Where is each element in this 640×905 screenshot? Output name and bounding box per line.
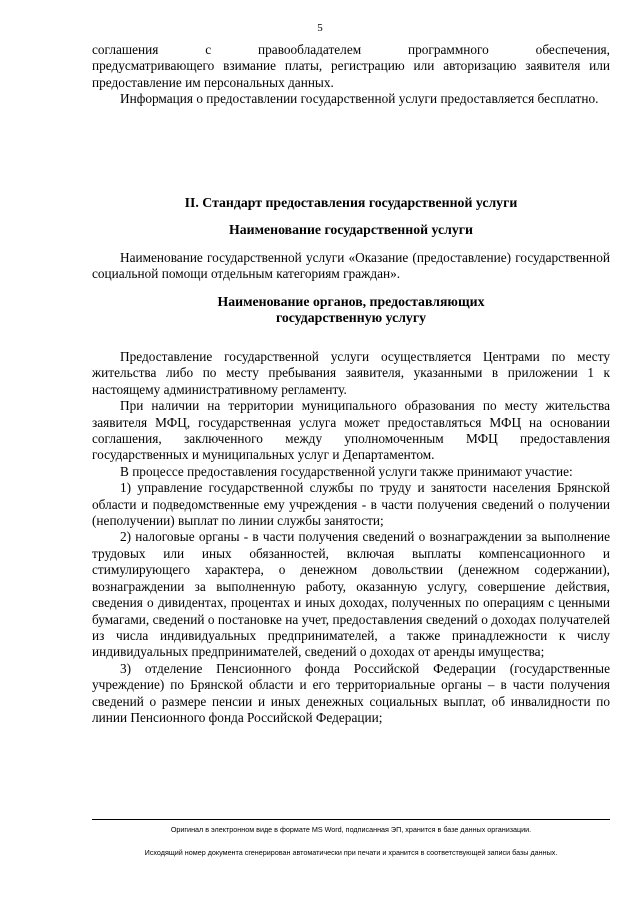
naming-heading-block [92, 222, 610, 238]
list-item-2: 2) налоговые органы - в части получения сведений о вознаграждении за выполнение трудовых или иных обязанностей, включая выплаты компенсационного и стимулирующего характера, о денежном довольствии (денежном содержании), вознаграждении за выполненную работу, оказанную услугу, совершение действия, сведения о дивидентах, процентах и иных доходах, полученных по операциям с ценными бумагами, сведений о постановке на учет, предоставления сведений о доходах получателей из числа индивидуальных предпринимателей, а также принадлежности к числу индивидуальных предпринимателей, сведений о доходах от аренды имущества; [92, 529, 610, 660]
list-item-1: 1) управление государственной службы по труду и занятости населения Брянской области и подведомственные ему учреждения - в части получения сведений о получении (неполучении) выплат по линии службы занятости; [92, 480, 610, 529]
info-free-paragraph: Информация о предоставлении государственной услуги предоставляется бесплатно. [120, 91, 599, 107]
naming-text-block [92, 250, 610, 283]
footer-line-2: Исходящий номер документа сгенерирован автоматически при печати и хранится в соответствующей записи базы данных. [144, 848, 558, 857]
page-number: 5 [317, 22, 323, 34]
section-title-block [92, 195, 610, 211]
footer-line-1: Оригинал в электронном виде в формате MS Word, подписанная ЭП, хранится в базе данных организации. [170, 825, 532, 834]
list-item-3: 3) отделение Пенсионного фонда Российской Федерации (государственные учреждение) по Брянской области и его территориальные органы – в части получения сведений о размере пенсии и иных денежных социальных выплат, об инвалидности по линии Пенсионного фонда Российской Федерации; [92, 660, 610, 725]
bodies-paragraph-1: Предоставление государственной услуги осуществляется Центрами по месту жительства либо по месту пребывания заявителя, указанными в приложении 1 к настоящему административному регламенту. [92, 349, 610, 397]
naming-heading: Наименование государственной услуги [229, 222, 473, 237]
bodies-heading-line-2: государственную услугу [275, 310, 426, 326]
bodies-heading-line-1: Наименование органов, предоставляющих [217, 294, 485, 309]
section-title: II. Стандарт предоставления государственной услуги [184, 195, 518, 210]
bodies-paragraph-2: При наличии на территории муниципального образования по месту жительства заявителя МФЦ, государственная услуга может предоставляться МФЦ на основании соглашения, заключенного между уполномоченным МФЦ предоставления государственных и муниципальных услуг и Департаментом. [92, 398, 610, 463]
intro-paragraph-rest: предусматривающего взимание платы, регистрацию или авторизацию заявителя или предоставление им персональных данных. [92, 58, 610, 90]
bodies-paragraph-3: В процессе предоставления государственной услуги также принимают участие: [120, 463, 573, 479]
bodies-heading-block [92, 294, 610, 327]
intro-line-1: соглашения с правообладателем программного обеспечения, [92, 42, 610, 57]
intro-block [92, 42, 610, 108]
bodies-text-block [92, 349, 610, 726]
naming-text: Наименование государственной услуги «Оказание (предоставление) государственной социальной помощи отдельным категориям граждан». [92, 250, 610, 282]
footer [92, 819, 610, 857]
